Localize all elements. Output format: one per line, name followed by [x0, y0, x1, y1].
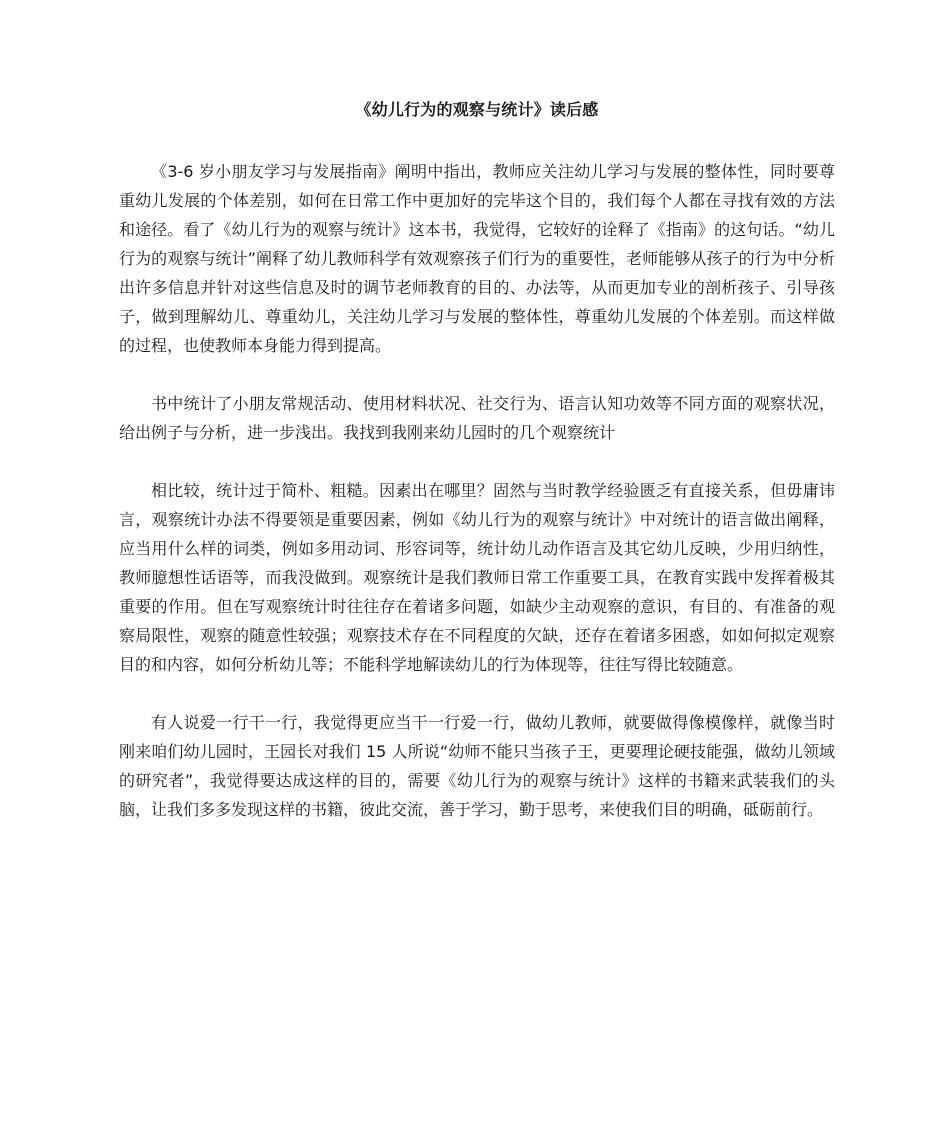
paragraph-1: 《3-6 岁小朋友学习与发展指南》阐明中指出，教师应关注幼儿学习与发展的整体性，同时要尊重幼儿发展的个体差别，如何在日常工作中更加好的完毕这个目的，我们每个人都在寻找有效的方法和途径。看了《幼儿行为的观察与统计》这本书，我觉得，它较好的诠释了《指南》的这句话。“幼儿行为的观察与统计”阐释了幼儿教师科学有效观察孩子们行为的重要性，老师能够从孩子的行为中分析出许多信息并针对这些信息及时的调节老师教育的目的、办法等，从而更加专业的剖析孩子、引导孩子，做到理解幼儿、尊重幼儿，关注幼儿学习与发展的整体性，尊重幼儿发展的个体差别。而这样做的过程，也使教师本身能力得到提高。	[119, 162, 835, 355]
paragraph-2: 书中统计了小朋友常规活动、使用材料状况、社交行为、语言认知功效等不同方面的观察状况，给出例子与分析，进一步浅出。我找到我刚来幼儿园时的几个观察统计	[119, 394, 835, 442]
paragraph-3: 相比较，统计过于简朴、粗糙。因素出在哪里？固然与当时教学经验匮乏有直接关系，但毋庸讳言，观察统计办法不得要领是重要因素，例如《幼儿行为的观察与统计》中对统计的语言做出阐释，应当用什么样的词类，例如多用动词、形容词等，统计幼儿动作语言及其它幼儿反映，少用归纳性，教师臆想性话语等，而我没做到。观察统计是我们教师日常工作重要工具，在教育实践中发挥着极其重要的作用。但在写观察统计时往往存在着诸多问题，如缺少主动观察的意识，有目的、有准备的观察局限性，观察的随意性较强；观察技术存在不同程度的欠缺，还存在着诸多困惑，如如何拟定观察目的和内容，如何分析幼儿等；不能科学地解读幼儿的行为体现等，往往写得比较随意。	[119, 481, 835, 674]
document-page	[119, 96, 835, 853]
paragraph-4: 有人说爱一行干一行，我觉得更应当干一行爱一行，做幼儿教师，就要做得像模像样，就像当时刚来咱们幼儿园时，王园长对我们 15 人所说“幼师不能只当孩子王，更要理论硬技能强，做幼儿领域的研究者”，我觉得要达成这样的目的，需要《幼儿行为的观察与统计》这样的书籍来武装我们的头脑，让我们多多发现这样的书籍，彼此交流，善于学习，勤于思考，来使我们目的明确，砥砺前行。	[119, 713, 835, 819]
document-title: 《幼儿行为的观察与统计》读后感	[355, 100, 599, 119]
